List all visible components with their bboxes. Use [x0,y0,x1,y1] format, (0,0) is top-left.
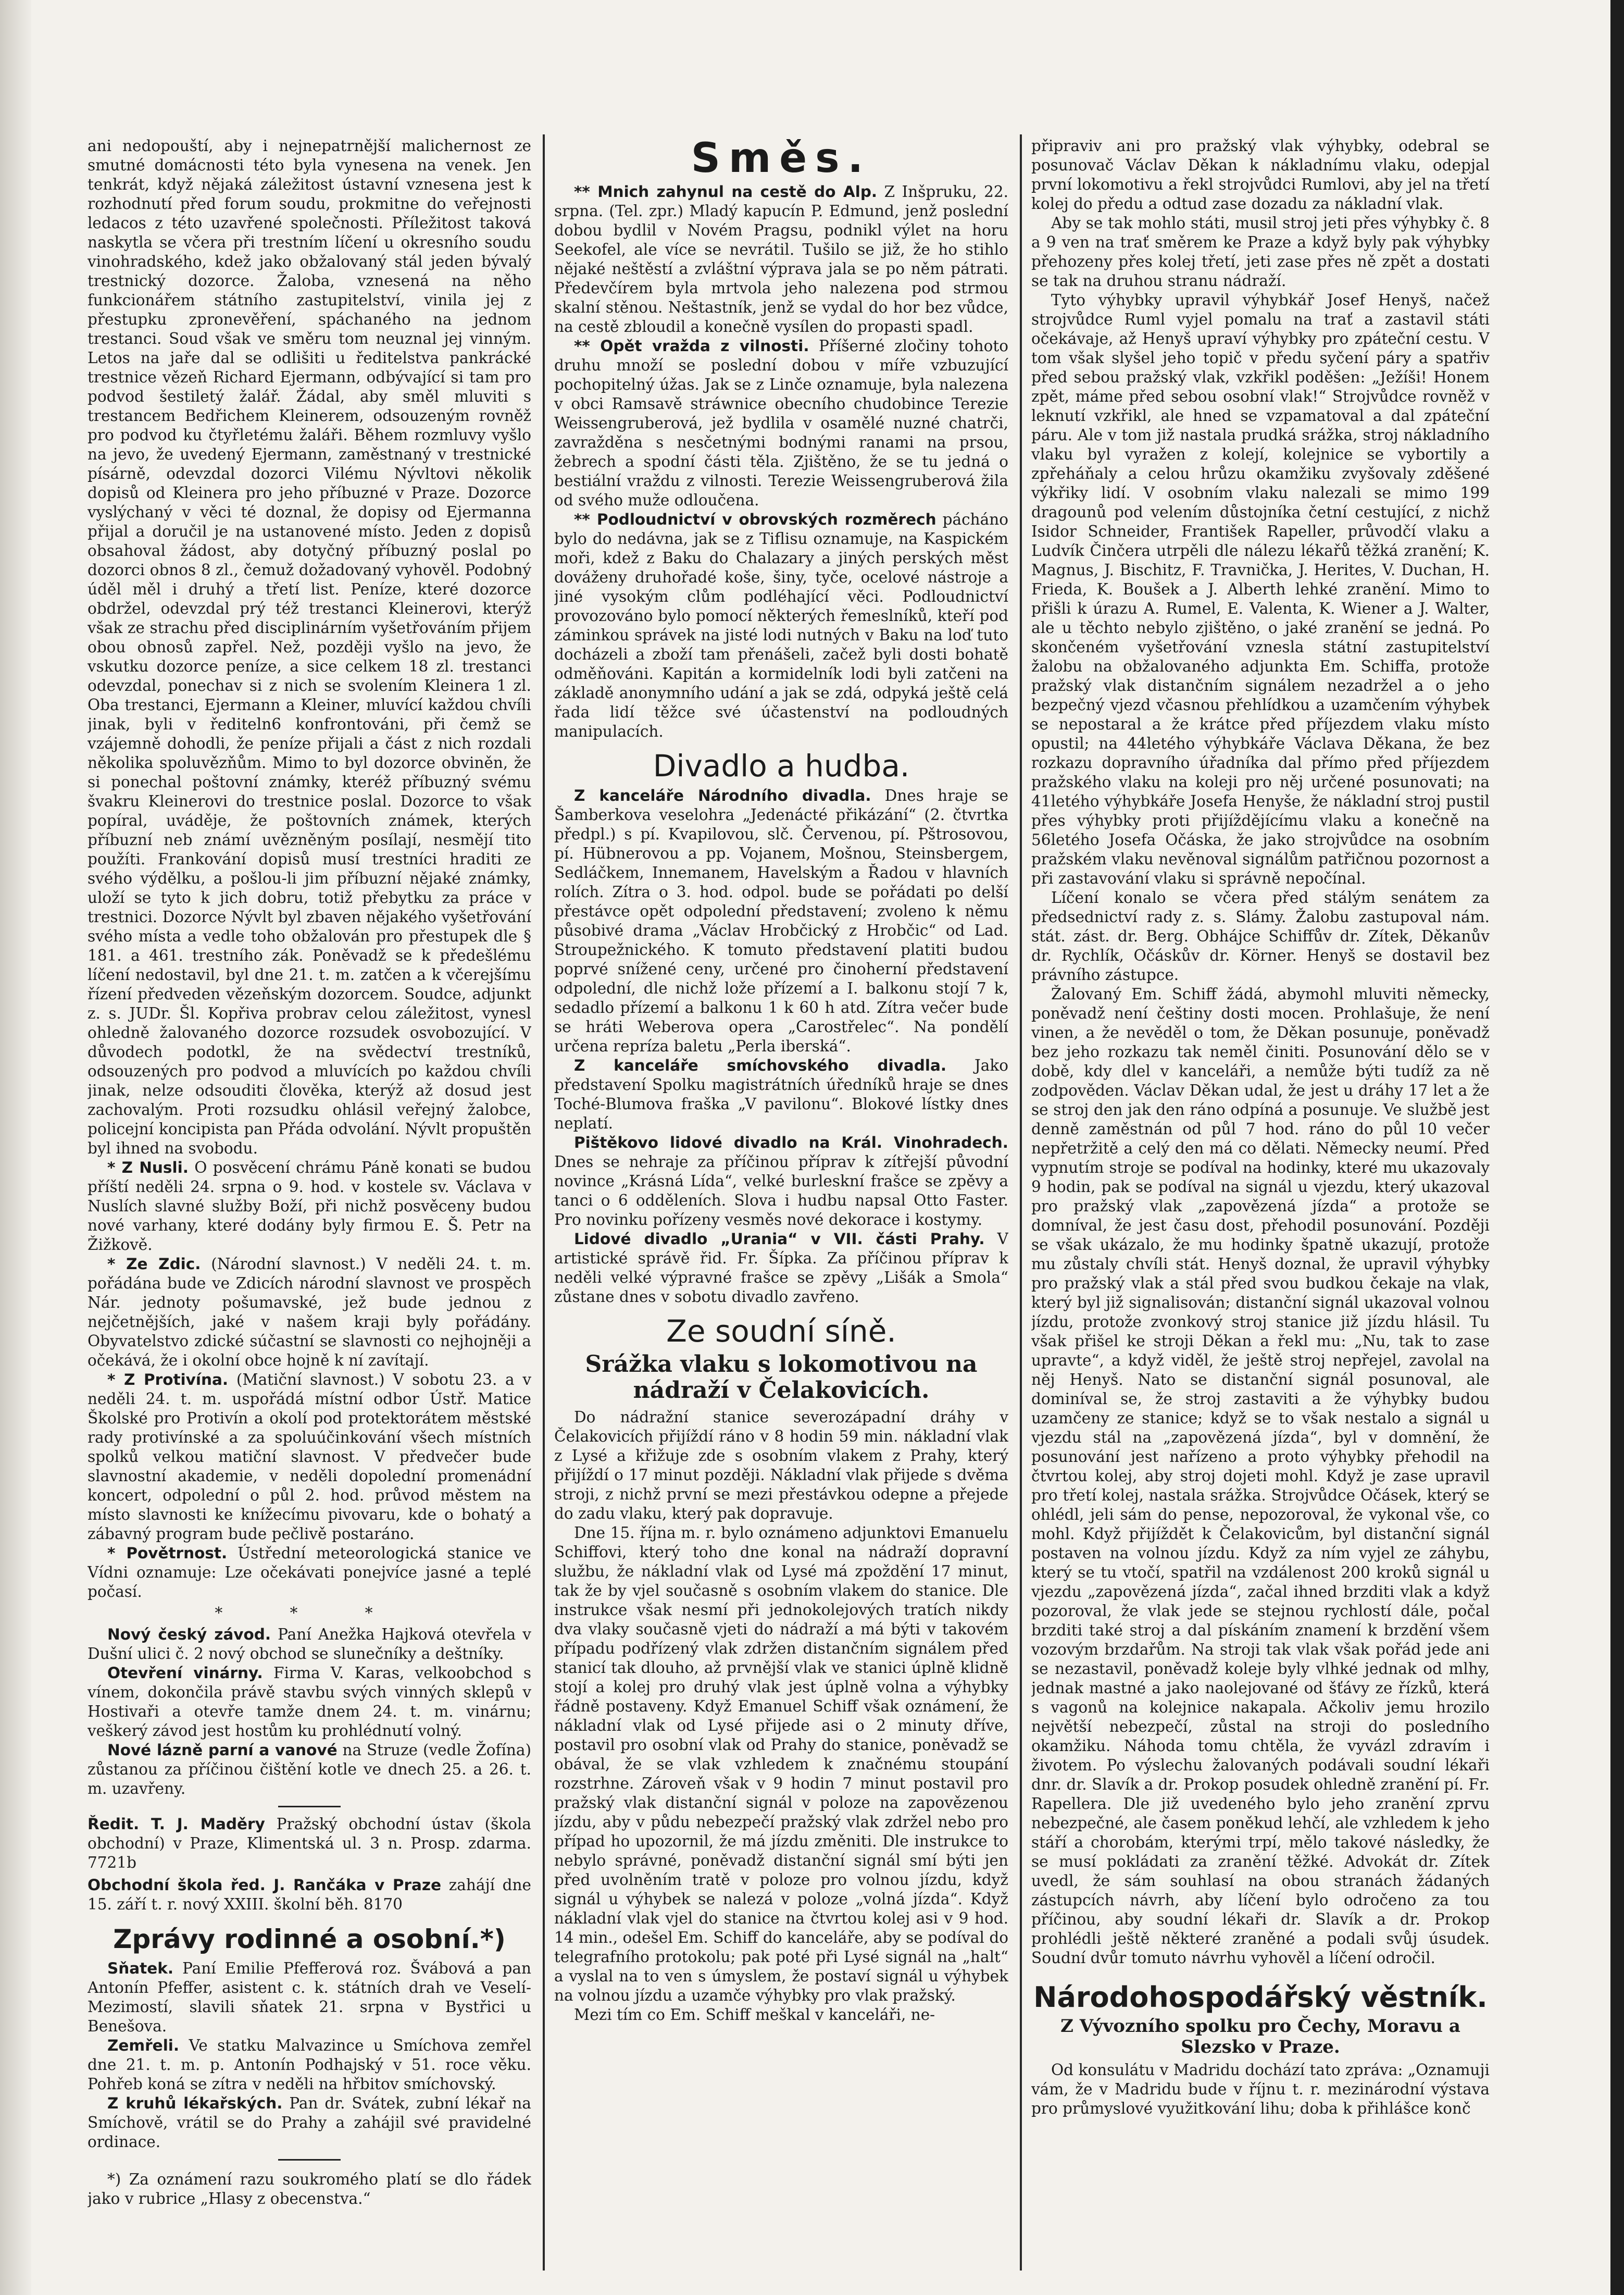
notice-item [88,1544,531,1602]
family-text: Paní Emilie Pfefferová roz. Švábová a pan Antonín Pfeffer, asistent c. k. státních drah ve Veselí-Mezimostí, slavili sňatek 21. srpna v Bystřici u Benešova. [88,1959,531,2035]
economy-paragraph: Od konsulátu v Madridu dochází tato zpráva: „Oznamuji vám, že v Madridu bude v říjnu t. r. mezinárodní výstava pro průmyslové využitkování lihu; doba k přihlášce konč [1031,2061,1490,2117]
notice-item [88,1255,531,1370]
divider [278,1806,341,1807]
family-item [88,2094,531,2152]
ad-lead: Nové lázně parní a vanové [107,1741,338,1759]
ad-item [88,1625,531,1664]
theatre-text: Dnes hraje se Šamberkova veselohra „Jedenácté přikázání“ (2. čtvrtka předpl.) s pí. Kvapilovou, slč. Červenou, pí. Pštrosovou, pí. Hübnerovou a pp. Vojanem, Mošnou, Steinsbergem, Sedláčkem, Innemanem, Havelským a Řadou v hlavních rolích. Zítra o 3. hod. odpol. bude se pořádati po delší přestávce opět odpolední představení; zvoleno k němu působivé drama „Václav Hrobčický z Hrobčic“ od Lad. Stroupežnického. K tomuto představení platiti budou poprvé snížené ceny, určené pro činoherní představení odpolední, dle nichž lože přízemí a I. balkonu stojí 7 k, sedadlo přízemí a balkonu 1 k 60 h atd. Zítra večer bude se hráti Weberova opera „Carostřelec“. Na pondělí určena repríza baletu „Perla iberská“. [554,787,1008,1055]
ad-lead: Ředit. T. J. Maděry [88,1815,265,1833]
column-2 [554,137,1008,2262]
ad-lead: Otevření vinárny. [107,1664,263,1682]
theatre-lead: Pištěkovo lidové divadlo na Král. Vinohradech. [574,1134,1008,1151]
ad-text: Pražský obchodní ústav (škola obchodní) v Praze, Klimentská ul. 3 n. Prosp. zdarma. 7721b [88,1815,531,1871]
scan-edge-left [0,0,31,2295]
ad-text: Paní Anežka Hajková otevřela v Dušní ulici č. 2 nový obchod se slunečníky a deštníky. [88,1626,531,1663]
article-paragraph: Aby se tak mohlo státi, musil stroj jeti přes výhybky č. 8 a 9 ven na trať směrem ke Praze a když byly pak výhybky přehozeny přes kolej třetí, jeti zase přes ně zpět a dostati se tak na druhou stranu nádraží. [1031,214,1490,290]
theatre-item [554,786,1008,1056]
ad-lead: Nový český závod. [107,1626,271,1643]
theatre-text: Jako představení Spolku magistrátních úředníků hraje se dnes Toché-Blumova fraška „V pavilonu“. Blokové lístky dnes neplatí. [554,1057,1008,1132]
ad-text: Firma V. Karas, velkoobchod s vínem, dokončila právě stavbu svých vinných sklepů v Hostivaři a otevře tamže dnem 24. t. m. vinárnu; veškerý závod jest hostům ku prohlédnutí volný. [88,1664,531,1740]
column-rule-2 [1020,134,1022,2271]
news-lead: ** Podloudnictví v obrovských rozměrech [574,511,936,528]
news-text: Z Inšpruku, 22. srpna. (Tel. zpr.) Mladý kapucín P. Edmund, jenž poslední dobou bydlil v Novém Pragsu, podnikl výlet na horu Seekofel, ale více se nevrátil. Tušilo se již, že ho stihlo nějaké neštěstí a zvláštní výprava jala se po něm pátrati. Předevčírem byla mrtvola jeho nalezena pod strmou skalní stěnou. Neštastník, jenž se vydal do hor bez vůdce, na cestě zbloudil a konečně vysílen do propasti spadl. [554,183,1008,336]
section-heading-smes: Směs. [691,137,872,182]
article-body: ani nedopouští, aby i nejnepatrnější malichernost ze smutné domácnosti této byla vynesena na venek. Jen tenkrát, když nějaká záležitost ústavní vznesena jest k rozhodnutí před forum soudu, prokmitne do veřejnosti ledacos z této uzavřené společnosti. Příležitost taková naskytla se včera při trestním líčení u okresního soudu vinohradského, kdež jako obžalovaný stál jeden bývalý trestnický dozorce. Žaloba, vznesená na něho funkcionářem státního zastupitelství, vinila jej z přestupku zpronevěření, spáchaného na jednom trestanci. Soud však ve směru tom neuznal jej vinným. Letos na jaře dal se odlišiti u ředitelstva pankrácké trestnice vězeň Richard Ejermann, odbývající si tam pro podvod šestiletý žalář. Žádal, aby směl mluviti s trestancem Bedřichem Kleinerem, odsouzeným rovněž pro podvod ku čtyřletému žaláři. Během rozmluvy vyšlo na jevo, že uvedený Ejermann, zaměstnaný v trestnické písárně, odevzdal dozorci Vilému Nývltovi několik dopisů od Kleinera pro jeho příbuzné v Praze. Dozorce vyslýchaný v věci té doznal, že dopisy od Ejermanna přijal a doručil je na ustanovené místo. Jeden z dopisů obsahoval žádost, aby dotyčný příbuzný poslal po dozorci obnos 8 zl., čemuž dožadovaný vyhověl. Podobný úděl měl i druhý a třetí list. Peníze, které dozorce obdržel, odevzdal prý též trestanci Kleinerovi, kterýž však ze strachu před disciplinárním vyšetřováním přijem obou obnosů zapřel. Než, později vyšlo na jevo, že vskutku dozorce peníze, a sice celkem 18 zl. trestanci odevzdal, ponechav si z nich se svolením Kleinera 1 zl. Oba trestanci, Ejermann a Kleiner, mluvící každou chvíli jinak, byli v řediteln6 konfrontováni, při čemž se vzájemně dohodli, že peníze přijali a část z nich rozdali několika spoluvězňům. Mimo to byl dozorce obviněn, že si ponechal poštovní známky, kteréž příbuzný svému švakru Kleinerovi do trestnice poslal. Dozorce to však popíral, uváděje, že poštovních známek, kterých příbuzní neb známí uvězněným posílají, nesmějí tito použíti. Frankování dopisů musí trestníci hraditi ze svého výdělku, a pošlou-li jim příbuzní nějaké známky, uloží se tyto k jich dobru, totiž přebytku za práce v trestnici. Dozorce Nývlt byl zbaven nějakého vyšetřování svého místa a vedle toho obžalován pro přestupek dle § 181. a 461. trestního zák. Poněvadž se k předešlému líčení nedostavil, byl dne 21. t. m. zatčen a k včerejšímu řízení předveden vězeňským dozorcem. Soudce, adjunkt z. s. JUDr. Šl. Kopřiva probrav celou záležitost, vynesl ohledně žalovaného dozorce rozsudek osvobozující. V důvodech podotkl, že na svědectví trestníků, odsouzených pro podvod a mluvících po každou chvíli jinak, nelze odsouditi člověka, kterýž až dosud jest zachovalým. Proti rozsudku ohlásil veřejný žalobce, policejní koncipista pan Přáda odvolání. Nývlt propuštěn byl ihned na svobodu. [88,137,531,1157]
article-paragraph: Do nádražní stanice severozápadní dráhy v Čelakovicích přijíždí ráno v 8 hodin 59 min. nákladní vlak z Lysé a křižuje zde s osobním vlakem z Prahy, který přijíždí o 17 minut později. Nákladní vlak přijede s dvěma stroji, z nichž první se mezi přestávkou odepne a přejede do zadu vlaku, který pak dopravuje. [554,1408,1008,1522]
notice-lead: * Ze Zdic. [107,1255,201,1273]
theatre-lead: Z kanceláře smíchovského divadla. [574,1057,947,1074]
notice-item [88,1158,531,1255]
ad-text: zahájí dne 15. září t. r. nový XXIII. školní běh. 8170 [88,1876,531,1913]
notice-lead: * Z Protivína. [107,1371,229,1388]
section-divider-stars: * * * [215,1604,404,1622]
ad-lead: Obchodní škola řed. J. Rančáka v Praze [88,1876,442,1894]
notice-lead: * Povětrnost. [107,1544,228,1562]
theatre-item [554,1056,1008,1133]
section-heading-economy: Národohospodářský věstník. [1033,1981,1488,2014]
family-text: Ve statku Malvazince u Smíchova zemřel dne 21. t. m. p. Antonín Podhajský v 51. roce věku. Pohřeb koná se zítra v neděli na hřbitov smíchovský. [88,2037,531,2093]
notice-text: Ústřední meteorologická stanice ve Vídni oznamuje: Lze očekávati ponejvíce jasné a teplé počasí. [88,1544,531,1601]
news-text: Příšerné zločiny tohoto druhu množí se poslední dobou v míře vzbuzující pochopitelný úžas. Jak se z Linče oznamuje, byla nalezena v obci Ramsavě stráwnice obecního chudobince Terezie Weissengruberová, jež bydlila v osamělé nuzné chatrči, zavražděna s nesčetnými bodnými ranami na prsou, žebrech a spodní části těla. Zjištěno, že se tu jedná o bestiální vraždu z vilnosti. Terezie Weissengruberová žila od svého muže odloučena. [554,337,1008,509]
article-paragraph: připraviv ani pro pražský vlak výhybky, odebral se posunovač Václav Děkan k nákladnímu vlaku, odepjal první lokomotivu a řekl strojvůdci Rumlovi, aby jel na třetí kolej do předu a odtud zase dozadu za nákladní vlak. [1031,137,1490,213]
news-item [554,337,1008,510]
family-item [88,1959,531,2036]
news-item [554,182,1008,337]
article-paragraph: Žalovaný Em. Schiff žádá, abymohl mluviti německy, poněvadž není češtiny dosti mocen. Prohlašuje, že není vinen, a že nevěděl o tom, že Děkan posunuje, poněvadž bez jeho rozkazu tak neměl činiti. Posunování dělo se v době, kdy dlel v kanceláři, a nemůže býti tudíž za ně zodpověden. Václav Děkan udal, že jest u dráhy 17 let a že se stroj den jak den ráno odpíná a posunuje. Ve službě jest denně zaměstnán od půl 7 hod. ráno do půl 10 večer nepřetržitě a celý den má co dělati. Německy neumí. Před vypnutím stroje se podíval na hodinky, které mu ukazovaly 9 hodin, pak se podíval na signál u vjezdu, který ukazoval pro pražský vlak „zapovězená jízda“ a protože se domníval, že jest času dost, přehodil posunování. Později se však ukázalo, že mu hodinky špatně ukazují, protože mu zůstaly chvíli stát. Henyš doznal, že upravil výhybky pro pražský vlak a stál před svou budkou čekaje na vlak, který byl již signalisován; distanční signál ukazoval volnou jízdu, protože zvonkový stroj stanice již jízdu hlásil. Tu však přišel ke stroji Děkan a řekl mu: „Nu, tak to zase upravte“, a když viděl, že ještě stroj nepřejel, zavolal na něj Henyš. Nato se distanční signál posunoval, ale dominíval se, že stroj zastaviti a že výhybky budou uzamčeny ze stanice; když se to však nestalo a signál u vjezdu stál na „zapovězená jízda“, byl v domnění, že posunování jest nařízeno a proto výhybky přehodil na čtvrtou kolej, aby stroj dojeti mohl. Když je zase upravil pro třetí kolej, nastala srážka. Strojvůdce Očásek, který se ohlédl, jeli sám do pense, nepozoroval, že vykonal vše, co mohl. Když přijíždět k Čelakovicům, byl distanční signál postaven na volnou jízdu. Když za ním vyjel ze záhybu, který se tu vtočí, spatřil na vzdálenost 200 kroků signál u vjezdu „zapovězená jízda“, začal ihned brzditi vlak a když pozoroval, že vlak jede se stejnou rychlostí dále, počal brzditi také stroj a dal pískáním znamení k brzdění všem vozovým brzdařům. Na stroji tak vlak však pořád jede ani se nezastavil, poněvadž koleje byly vlhké jednak od mlhy, jednak mastné a jako naolejované od šťávy ze řízků, která s vagonů na kolejnice nakapala. Ačkoliv jemu hrozilo největší nebezpečí, zůstal na stroji do posledního okamžiku. Náhoda tomu chtěla, že vyvázl zdravím i životem. Po výslechu žalovaných podávali soudní lékaři dnr. dr. Slavík a dr. Prokop posudek ohledně zranění pí. Fr. Rapellera. Dle již uvedeného bylo jeho zranění zprvu nebezpečné, ale časem poněkud lehčí, ale vzhledem k jeho stáří a chorobám, kterými trpí, mělo takové následky, že se musí pokládati za zranění těžké. Advokát dr. Zítek uvedl, že sám souhlasí na obou stranách žádaných zástupcích návrh, aby líčení bylo odročeno za tou příčinou, aby soudní lékaři dr. Slavík a dr. Prokop prohlédli ještě některé zraněné a podali svůj úsudek. Soudní dvůr tomuto návrhu vyhověl a líčení odročil. [1031,985,1490,1967]
article-headline: Srážka vlaku s lokomotivou na nádraží v Čelakovicích. [585,1351,978,1404]
ad-item [88,1741,531,1798]
column-rule-1 [543,134,545,2271]
news-text: pácháno bylo do nedávna, jak se z Tiflisu oznamuje, na Kaspickém moři, kdež z Baku do Chalazary a jiných perských měst dováženy druhořadé koše, šiny, tyče, ocelové nástroje a jiné vysokým clům podléhající věci. Podloudnictví provozováno bylo pomocí některých řemeslníků, kteří pod záminkou správek na jisté lodi nutných v Baku na loď tuto docházeli a zboží tam přenášeli, začež byli dosti bohatě odměňováni. Kapitán a kormidelník lodi byli zatčeni na základě anonymního udání a jak se zdá, odpyká ještě celá řada lidí těžce své účastenství na podloudných manipulacích. [554,511,1008,740]
family-item [88,2036,531,2094]
ad-item [88,1664,531,1741]
scan-edge-right [1610,0,1624,2295]
theatre-text: V artistické správě řid. Fr. Šípka. Za příčinou příprav k neděli velké výpravné frašce se zpěvy „Lišák a Smola“ zůstane dnes v sobotu divadlo zavřeno. [554,1230,1008,1306]
column-1 [88,137,531,2262]
family-text: Pan dr. Svátek, zubní lékař na Smíchově, vrátil se do Prahy a zahájil své pravidelné ordinace. [88,2094,531,2151]
notice-lead: * Z Nusli. [107,1159,189,1176]
column-3 [1031,137,1490,2262]
theatre-lead: Z kanceláře Národního divadla. [574,787,871,804]
ad-text: na Struze (vedle Žofína) zůstanou za příčinou čištění kotle ve dnech 25. a 26. t. m. uzavřeny. [88,1741,531,1797]
news-item [554,510,1008,741]
footnote: *) Za oznámení razu soukromého platí se dlo řádek jako v rubrice „Hlasy z obecenstva.“ [88,2170,531,2207]
theatre-item [554,1133,1008,1230]
article-paragraph: Tyto výhybky upravil výhybkář Josef Henyš, načež strojvůdce Ruml vyjel pomalu na trať a zastavil státi očekávaje, až Henyš upraví výhybky pro zpáteční cestu. V tom však slyšel jeho topič v předu syčení páry a spatřiv před sebou pražský vlak, vzkřikl poděšen: „Ježíši! Honem zpět, máme před sebou osobní vlak!“ Strojvůdce rovněž v leknutí vzkřikl, ale hned se vzpamatoval a dal zpáteční páru. Ale v tom již nastala prudká srážka, stroj nákladního vlaku byl vyražen z kolejí, kolejnice se vybortily a zpřeháňaly a celou hrůzu okamžiku zvyšovaly zděšené výkřiky lidí. V osobním vlaku nalezali se mimo 199 dragounů pod velením důstojníka četní cestující, z nichž Isidor Schneider, František Rapeller, průvodčí vlaku a Ludvík Činčera utrpěli dle nálezu lékařů těžká zranění; K. Magnus, J. Bischitz, F. Travnička, J. Herites, V. Duchan, H. Frieda, K. Boušek a J. Alberth lehké zranění. Mimo to přišli k úrazu A. Rumel, E. Valenta, K. Wiener a J. Walter, ale u těchto nebylo zjištěno, o jaké zranění se jedná. Po skončeném vyšetřování vznesla státní zastupitelství žalobu na obžalovaného adjunkta Em. Schiffa, protože pražský vlak distančním signálem nezadržel a o jeho bezpečný vjezd včasnou přehlídkou a uzamčením výhybek se nepostaral a že krátce před příjezdem vlaku místo opustil; na 44letého výhybkáře Václava Děkana, že bez rozkazu dopravního úřadníka dal přímo před příjezdem pražského vlaku na koleji pro něj určené posunovati; na 41letého výhybkáře Josefa Henyše, že nákladní stroj pustil přes výhybky proti přijíždějícímu vlaku a konečně na 56letého Josefa Očáska, že jako strojvůdce na osobním pražském vlaku nevěnoval signálům patřičnou pozornost a při zastavování vlaku si správně nepočínal. [1031,291,1490,887]
article-paragraph: Mezi tím co Em. Schiff meškal v kanceláři, ne- [574,2006,935,2024]
notice-text: (Matiční slavnost.) V sobotu 23. a v neděli 24. t. m. uspořádá místní odbor Ústř. Matice Školské pro Protivín a okolí pod protektorátem městské rady protivínské a za spoluúčinkování všech místních spolků velkou matiční slavnost. V předvečer bude slavnostní akademie, v neděli dopolední promenádní koncert, odpolední o půl 2. hod. průvod městem na místo slavnosti ke knížecímu pivovaru, kde o bohatý a zábavný program bude pečlivě postaráno. [88,1371,531,1543]
section-subheading: Z Vývozního spolku pro Čechy, Moravu a Slezsko v Praze. [1060,2016,1460,2057]
notice-text: O posvěcení chrámu Páně konati se budou příští neděli 24. srpna o 9. hod. v kostele sv. Václava v Nuslích slavné služby Boží, při nichž posvěceny budou nové varhany, které dodány byly firmou E. Š. Petr na Žižkově. [88,1159,531,1254]
family-lead: Zemřeli. [107,2037,180,2054]
theatre-lead: Lidové divadlo „Urania“ v VII. části Prahy. [574,1230,985,1248]
article-paragraph: Dne 15. října m. r. bylo oznámeno adjunktovi Emanuelu Schiffovi, který toho dne konal na nádraží dopravní službu, že nákladní vlak od Lysé má zpoždění 17 minut, tak že by vjel současně s osobním vlakem do stanice. Dle instrukce však nesmí při jednokolejových tratích nikdy dva vlaky současně vjeti do nádraží a má býti v takovém případu podřízený vlak zdržen distančním signálem před stanicí tak dlouho, až prvnější vlak ve stanici úplně klidně stojí a kolej pro druhý vlak jest úplně volna a výhybky řádně postaveny. Když Emanuel Schiff však oznámení, že nákladní vlak od Lysé přijede asi o 2 minuty dříve, postavil pro osobní vlak od Prahy do stanice, poněvadž se obával, že se vlak vzhledem k značnému stoupání rozstrhne. Zároveň však v 9 hodin 7 minut postavil pro pražský vlak distanční signál v poloze na zapovězenou jízdu, aby v půdu nebezpečí pražský vlak zdržel nebo pro případ ho upozornil, že má jízdu změniti. Dle instrukce to nebylo správné, poněvadž distanční signál smí býti jen před uvolněním tratě v poloze pro volnou jízdu, když signál u výhybek se nalezá v poloze „volná jízda“. Když nákladní vlak vjel do stanice na čtvrtou kolej asi v 9 hod. 14 min., odešel Em. Schiff do kanceláře, aby se podíval do telegrafního protokolu; pak poté při Lysé signál na „halt“ a vyslal na to ven s úmyslem, že postaví signál u výhybek na volnou jízdu a uzamče výhybky pro vlak pražský. [554,1524,1008,2004]
family-lead: Z kruhů lékařských. [107,2094,283,2112]
theatre-item [554,1230,1008,1307]
section-heading-theatre: Divadlo a hudba. [653,748,910,784]
theatre-text: Dnes se nehraje za příčinou příprav k zítřejší původní novince „Krásná Lída“, velké burleskní frašce se zpěvy a tanci o 6 odděleních. Slova i hudbu napsal Otto Faster. Pro novinku pořízeny vesměs nové dekorace i kostymy. [554,1153,1008,1229]
ad-item [88,1876,531,1914]
news-lead: ** Opět vražda z vilnosti. [574,337,809,355]
notice-text: (Národní slavnost.) V neděli 24. t. m. pořádána bude ve Zdicích národní slavnost ve prospěch Nár. jednoty pošumavské, jež bude jednou z nejčetnějších, jaké v našem kraji byly pořádány. Obyvatelstvo zdické súčastní se slavnosti co nejhojněji a očekává, že i okolní obce hojně k ní zavítají. [88,1255,531,1369]
family-lead: Sňatek. [107,1959,174,1977]
divider [278,2159,341,2161]
article-paragraph: Líčení konalo se včera před stálým senátem za předsednictví rady z. s. Slámy. Žalobu zastupoval nám. stát. zást. dr. Berg. Obhájce Schiffův dr. Zítek, Děkanův dr. Rychlík, Očáskův dr. Körner. Henyš se dostavil bez právního zástupce. [1031,889,1490,984]
news-lead: ** Mnich zahynul na cestě do Alp. [574,183,878,201]
section-heading-family: Zprávy rodinné a osobní.*) [113,1924,506,1954]
ad-item [88,1815,531,1872]
section-heading-court: Ze soudní síně. [666,1313,896,1349]
notice-item [88,1370,531,1544]
